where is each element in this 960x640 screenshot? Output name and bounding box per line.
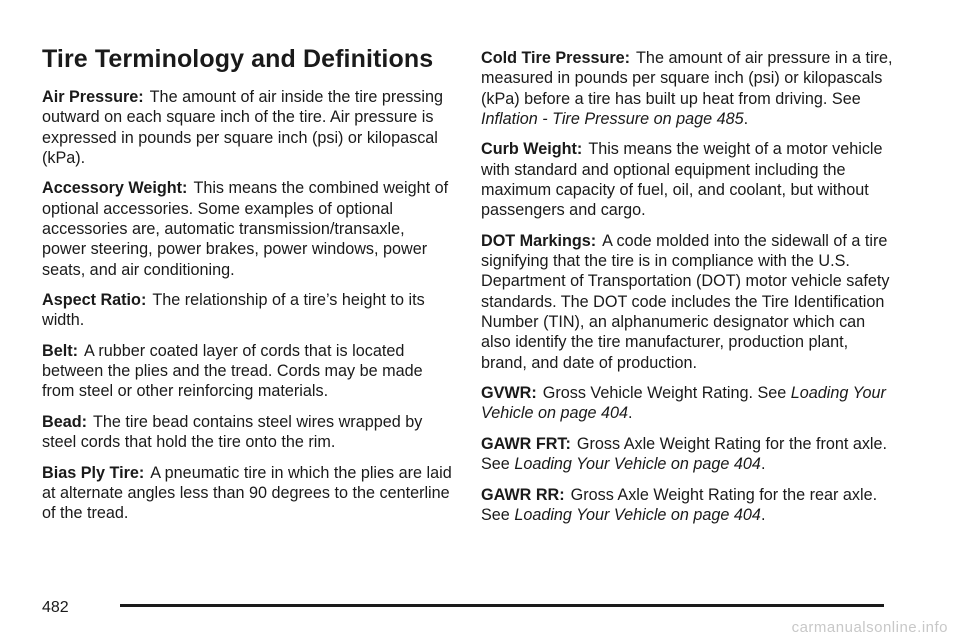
- page-reference-link[interactable]: Loading Your Vehicle on page 404: [481, 384, 886, 423]
- term-label: Accessory Weight:: [42, 179, 188, 198]
- definition-text: Gross Axle Weight Rating for the rear axle. See: [481, 485, 878, 524]
- term-label: Aspect Ratio:: [42, 291, 147, 310]
- definition-text: The amount of air pressure in a tire, measured in pounds per square inch (psi) or kilopascals (kPa) before a tire has built up heat from driving. See: [481, 49, 893, 108]
- definition-dot-markings: [481, 231, 893, 373]
- term-label: GAWR FRT:: [481, 434, 571, 453]
- term-label: Belt:: [42, 341, 78, 360]
- page-reference-link[interactable]: Loading Your Vehicle on page 404: [514, 455, 761, 474]
- definition-text: Gross Axle Weight Rating for the front axle. See: [481, 434, 888, 474]
- term-label: Bead:: [42, 412, 87, 431]
- page-reference-link[interactable]: Loading Your Vehicle on page 404: [514, 505, 761, 524]
- definition-text: The amount of air inside the tire pressing outward on each square inch of the tire. Air pressure is expressed in pounds per square inch (psi) or kilopascal (kPa).: [42, 88, 443, 167]
- term-label: GVWR:: [481, 384, 537, 403]
- watermark: carmanualsonline.info: [791, 619, 948, 636]
- definition-text: This means the combined weight of optional accessories. Some examples of optional accessories are, automatic transmission/transaxle, power steering, power brakes, power windows, power seats, and air conditioning.: [42, 179, 449, 279]
- term-label: GAWR RR:: [481, 485, 565, 504]
- definition-bias-ply-tire: [42, 463, 452, 524]
- definition-text: The relationship of a tire’s height to its width.: [42, 291, 425, 330]
- punctuation: .: [628, 404, 633, 423]
- page-number: 482: [42, 599, 69, 616]
- term-label: DOT Markings:: [481, 231, 597, 250]
- definition-text: This means the weight of a motor vehicle with standard and optional equipment including the maximum capacity of fuel, oil, and coolant, but without passengers and cargo.: [481, 140, 883, 220]
- definition-text: A code molded into the sidewall of a tire signifying that the tire is in compliance with the U.S. Department of Transportation (DOT) motor vehicle safety standards. The DOT code includes the Tire Identification Number (TIN), an alphanumeric designator which can also identify the tire manufacturer, production plant, brand, and date of production.: [481, 231, 890, 372]
- definition-bead: [42, 412, 452, 453]
- definition-text: A rubber coated layer of cords that is located between the plies and the tread. Cords may be made from steel or other reinforcing materials.: [42, 341, 423, 401]
- definition-air-pressure: [42, 87, 452, 168]
- definition-gawr-frt: [481, 434, 893, 475]
- punctuation: .: [743, 109, 749, 128]
- page-title: Tire Terminology and Definitions: [42, 45, 434, 73]
- punctuation: .: [760, 505, 766, 524]
- term-label: Cold Tire Pressure:: [481, 49, 631, 67]
- definition-accessory-weight: [42, 178, 452, 279]
- right-column: [481, 48, 893, 535]
- definition-text: A pneumatic tire in which the plies are laid at alternate angles less than 90 degrees to the centerline of the tread.: [42, 463, 452, 523]
- punctuation: .: [760, 455, 766, 474]
- term-label: Curb Weight:: [481, 140, 583, 159]
- definition-belt: [42, 341, 452, 402]
- definition-gvwr: [481, 383, 893, 424]
- left-column: [42, 44, 452, 534]
- term-label: Bias Ply Tire:: [42, 463, 145, 482]
- footer-divider: [120, 604, 884, 607]
- definition-text: Gross Vehicle Weight Rating. See: [542, 384, 787, 403]
- definition-cold-tire-pressure: [481, 48, 893, 129]
- definition-aspect-ratio: [42, 290, 452, 331]
- definition-curb-weight: [481, 139, 893, 220]
- definition-text: The tire bead contains steel wires wrapped by steel cords that hold the tire onto the rim.: [42, 412, 423, 452]
- definition-gawr-rr: [481, 485, 893, 526]
- term-label: Air Pressure:: [42, 88, 144, 106]
- page-reference-link[interactable]: Inflation - Tire Pressure on page 485: [481, 109, 744, 128]
